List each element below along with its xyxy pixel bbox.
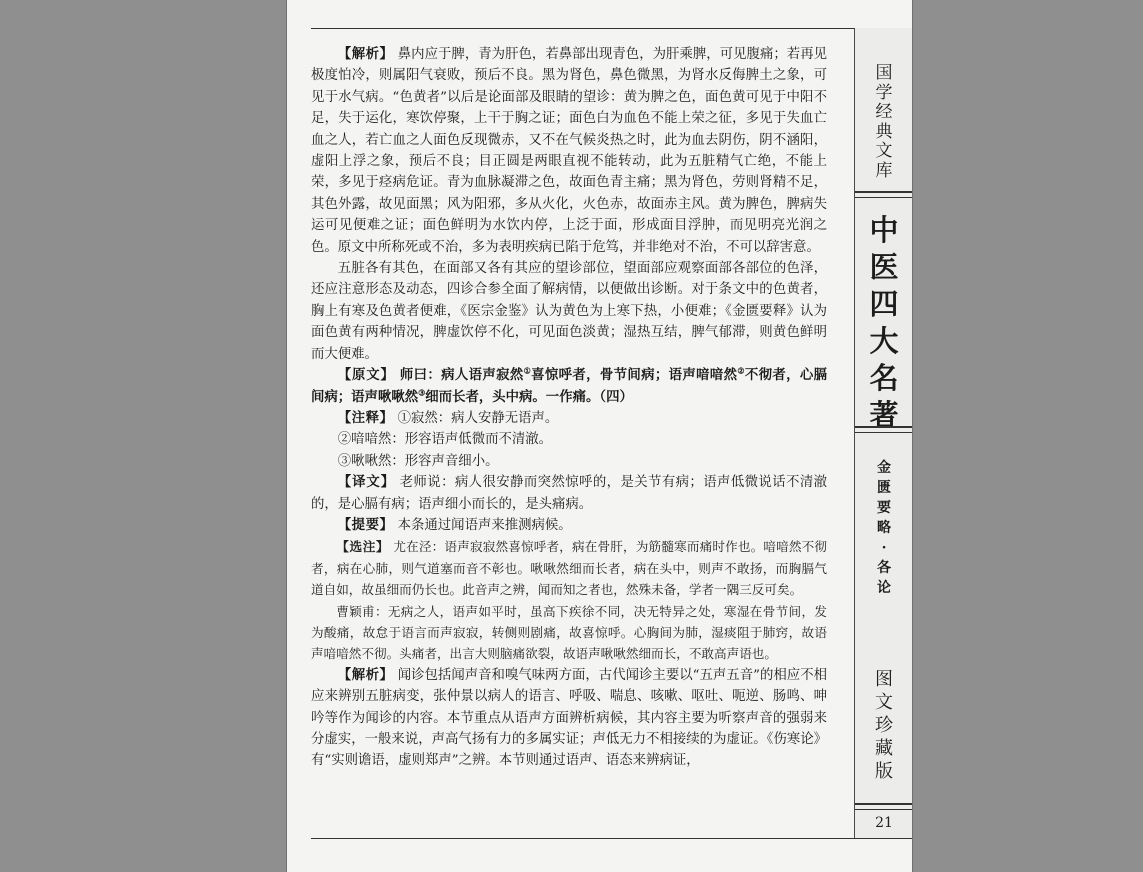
vertical-char: · bbox=[881, 540, 887, 556]
tiyao-text: 本条通过闻语声来推测病候。 bbox=[397, 517, 572, 533]
sidebar-rule-2 bbox=[855, 426, 912, 433]
vertical-char: 学 bbox=[875, 82, 893, 103]
cao-text: 曹颖甫：无病之人，语声如平时，虽高下疾徐不同，决无特异之处，寒湿在骨节间，发为酸痛，故怠于语言而声寂寂，转侧则剧痛，故喜惊呼。心胸间为肺，湿痰阻于肺窍，故语声喑喑然不彻。头痛者，出言大则脑痛欲裂，故语声啾啾然细而长，不敢高声语也。 bbox=[311, 603, 827, 662]
book-title bbox=[855, 212, 912, 434]
series-title bbox=[855, 64, 912, 181]
jiexi-paragraph-2 bbox=[311, 665, 827, 772]
xuanzhu-paragraph bbox=[311, 536, 827, 600]
footnote-ref-2: ② bbox=[737, 365, 745, 376]
zhushi-item-2-line bbox=[311, 429, 827, 450]
section-label-jiexi: 【解析】 bbox=[337, 46, 394, 62]
jiexi-paragraph-1 bbox=[311, 44, 827, 258]
section-label-tiyao: 【提要】 bbox=[337, 516, 394, 533]
jiexi-text-1: 鼻内应于脾，青为肝色，若鼻部出现青色，为肝乘脾，可见腹痛；若再见极度怕冷，则属阳气衰败，预后不良。黑为肾色，鼻色微黑，为肾水反侮脾土之象，可见于水气病。“色黄者”以后是论面部及眼睛的望诊：黄为脾之色，面色黄可见于中阳不足，失于运化，寒饮停聚，上干于胸之证；面色白为血色不能上荣之征，多见于失血亡血之人，若亡血之人面色反现微赤，又不在气候炎热之时，此为血去阴伤，阴不涵阳，虚阳上浮之象，预后不良；目正圆是两眼直视不能转动，此为五脏精气亡绝，不能上荣，多见于痉病危证。青为血脉凝滞之色，故面色青主痛；黑为肾色，劳则肾精不足，其色外露，故见面黑；风为阳邪，多从火化，火色赤，故面赤主风。黄为脾色，脾病失运可见便难之证；面色鲜明为水饮内停，上泛于面，形成面目浮肿，而见明亮光润之色。原文中所称死或不治，多为表明疾病已陷于危笃，并非绝对不治，不可以辞害意。 bbox=[311, 47, 828, 255]
vertical-char: 库 bbox=[875, 160, 893, 181]
zhushi-item-1: ①寂然：病人安静无语声。 bbox=[397, 410, 559, 426]
sidebar-band bbox=[854, 28, 912, 838]
yuanwen-text-a: 师曰：病人语声寂然 bbox=[399, 367, 524, 384]
section-label-xuanzhu: 【选注】 bbox=[336, 539, 390, 555]
yiwen-text: 老师说：病人很安静而突然惊呼的，是关节有病；语声低微说话不清澈的，是心膈有病；语声细小而长的，是头痛病。 bbox=[311, 475, 828, 512]
zhushi-item-3: ③啾啾然：形容声音细小。 bbox=[337, 453, 499, 469]
yuanwen-text-b: 喜惊呼者，骨节间病；语声喑喑然 bbox=[531, 367, 738, 384]
volume-title bbox=[855, 458, 912, 598]
vertical-char: 四 bbox=[869, 287, 899, 321]
vertical-char: 匮 bbox=[877, 480, 891, 496]
book-page bbox=[287, 0, 912, 872]
edition-label bbox=[855, 668, 912, 783]
xuanzhu-text: 尤在泾：语声寂寂然喜惊呼者，病在骨肝，为筋髓寒而痛时作也。喑喑然不彻者，病在心肺，则气道塞而音不彰也。啾啾然细而长者，病在头中，则声不敢扬，而胸膈气道自如，故虽细而仍长也。此音声之辨，闻而知之者也，然殊未备，学者一隅三反可矣。 bbox=[311, 539, 827, 598]
section-label-yuanwen: 【原文】 bbox=[337, 367, 395, 384]
yiwen-paragraph bbox=[311, 472, 827, 515]
vertical-char: 论 bbox=[877, 580, 891, 596]
vertical-char: 文 bbox=[875, 141, 893, 161]
vertical-char: 版 bbox=[875, 761, 893, 782]
vertical-char: 文 bbox=[875, 692, 893, 713]
vertical-char: 典 bbox=[875, 121, 893, 142]
vertical-char: 要 bbox=[877, 500, 891, 516]
vertical-char: 名 bbox=[869, 361, 899, 395]
zhushi-item-3-line bbox=[311, 451, 827, 472]
vertical-char: 经 bbox=[875, 102, 893, 122]
vertical-char: 藏 bbox=[875, 738, 893, 759]
sidebar-rule-3 bbox=[855, 803, 912, 810]
yuanwen-text-d: 细而长者，头中病。一作痛。（四） bbox=[425, 388, 633, 405]
cao-paragraph bbox=[311, 601, 827, 665]
jiexi-text-2: 闻诊包括闻声音和嗅气味两方面，古代闻诊主要以“五声五音”的相应不相应来辨别五脏病变，张仲景以病人的语言、呼吸、喘息、咳嗽、呕吐、呃逆、肠鸣、呻吟等作为闻诊的内容。本节重点从语声方面辨析病候，其内容主要为听察声音的强弱来分虚实，一般来说，声高气扬有力的多属实证；声低无力不相接续的为虚证。《伤寒论》有“实则谵语，虚则郑声”之辨。本节则通过语声、语态来辨病证， bbox=[311, 667, 827, 769]
vertical-char: 金 bbox=[877, 460, 891, 476]
vertical-char: 医 bbox=[869, 250, 899, 284]
yuanwen-paragraph bbox=[311, 365, 827, 408]
analysis-text-2: 五脏各有其色，在面部又各有其应的望诊部位，望面部应观察面部各部位的色泽，还应注意形态及动态，四诊合参全面了解病情，以便做出诊断。对于条文中的色黄者，胸上有寒及色黄者便难，《医宗金鉴》认为黄色为上寒下热，小便难；《金匮要释》认为面色黄有两种情况，脾虚饮停不化，可见面色淡黄；湿热互结，脾气郁滞，则黄色鲜明而大便难。 bbox=[311, 261, 827, 362]
analysis-paragraph-2 bbox=[311, 258, 827, 365]
page-number: 21 bbox=[875, 815, 893, 831]
zhushi-item-2: ②喑喑然：形容语声低微而不清澈。 bbox=[337, 432, 553, 448]
tiyao-paragraph bbox=[311, 515, 827, 536]
vertical-char: 图 bbox=[875, 669, 893, 690]
bottom-rule bbox=[311, 838, 912, 839]
vertical-char: 国 bbox=[875, 63, 893, 83]
footnote-ref-3: ③ bbox=[418, 387, 426, 398]
vertical-char: 著 bbox=[869, 398, 899, 432]
top-rule bbox=[311, 28, 912, 29]
yuanwen-text-c: 不彻者，心膈间病；语声啾啾然 bbox=[311, 367, 828, 405]
footnote-ref-1: ① bbox=[523, 365, 532, 376]
section-label-yiwen: 【译文】 bbox=[337, 474, 395, 491]
vertical-char: 大 bbox=[869, 324, 899, 358]
vertical-char: 珍 bbox=[875, 715, 893, 736]
vertical-char: 各 bbox=[877, 560, 891, 576]
sidebar-rule-1 bbox=[855, 191, 912, 198]
zhushi-paragraph bbox=[311, 408, 827, 429]
section-label-zhushi: 【注释】 bbox=[337, 409, 394, 426]
vertical-char: 中 bbox=[869, 213, 899, 247]
section-label-jiexi-2: 【解析】 bbox=[337, 666, 394, 683]
vertical-char: 略 bbox=[877, 520, 891, 536]
text-column bbox=[311, 44, 827, 772]
